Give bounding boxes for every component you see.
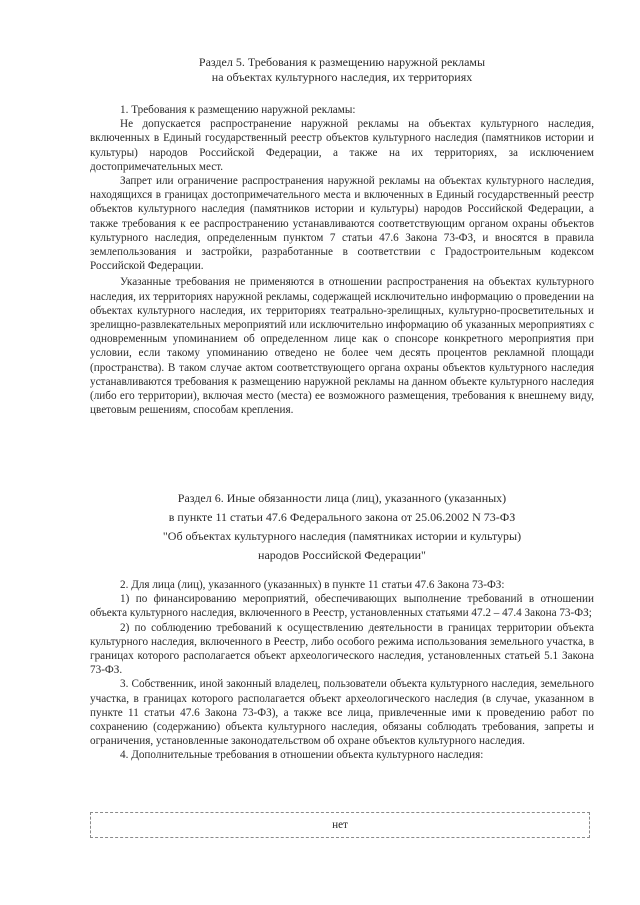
section6-title-line4: народов Российской Федерации"	[258, 548, 426, 562]
section6-title-line2: в пункте 11 статьи 47.6 Федерального закона от 25.06.2002 N 73-ФЗ	[168, 510, 516, 524]
section5-paragraph-2: Запрет или ограничение распространения наружной рекламы на объектах культурного наследия, находящихся в границах достопримечательного места и включенных в Единый государственный реестр объектов культурного наследия (памятников истории и культуры) народов Российской Федерации, а также требования к ее распространению устанавливаются соответствующим органом охраны объектов культурного наследия, определенным пунктом 7 статьи 47.6 Закона 73-ФЗ, и вносятся в правила землепользования и застройки, разработанные в соответствии с Градостроительным кодексом Российской Федерации.	[90, 175, 594, 273]
item2: 2. Для лица (лиц), указанного (указанных) в пункте 11 статьи 47.6 Закона 73-ФЗ:	[120, 579, 505, 591]
section6-title	[90, 491, 594, 563]
item4-answer-box	[90, 812, 590, 838]
item3: 3. Собственник, иной законный владелец, пользователи объекта культурного наследия, земельного участка, в границах которого располагается объект археологического наследия (в случае, указанном в пункте 11 статьи 47.6 Закона 73-ФЗ), а также все лица, привлеченные ими к проведению работ по сохранению (содержанию) объекта культурного наследия, обязаны соблюдать требования, запреты и ограничения, установленные законодательством об охране объектов культурного наследия.	[90, 678, 594, 748]
section6-body	[90, 578, 594, 763]
section5-title	[90, 55, 594, 85]
section6-title-line1: Раздел 6. Иные обязанности лица (лиц), указанного (указанных)	[177, 491, 507, 505]
item4: 4. Дополнительные требования в отношении объекта культурного наследия:	[120, 749, 484, 762]
item1-heading: 1. Требования к размещению наружной рекламы:	[120, 104, 356, 116]
section6-title-line3: "Об объектах культурного наследия (памятниках истории и культуры)	[162, 529, 522, 543]
item2-subitem-1: 1) по финансированию мероприятий, обеспечивающих выполнение требований в отношении объекта культурного наследия, включенного в Реестр, установленных статьями 47.2 – 47.4 Закона 73-ФЗ;	[90, 593, 594, 620]
item4-answer: нет	[332, 819, 348, 831]
section5-body	[90, 103, 594, 417]
item2-subitem-2: 2) по соблюдению требований к осуществлению деятельности в границах территории объекта культурного наследия, включенного в Реестр, либо особого режима использования земельного участка, в границах которого располагается объект археологического наследия, установленных статьей 5.1 Закона 73-ФЗ.	[90, 621, 594, 677]
section5-title-line2: на объектах культурного наследия, их территориях	[211, 70, 473, 84]
section5-paragraph-3: Указанные требования не применяются в отношении распространения на объектах культурного наследия, их территориях наружной рекламы, содержащей исключительно информацию о проведении на объектах культурного наследия, их территориях театрально-зрелищных, культурно-просветительных и зрелищно-развлекательных мероприятий или исключительно информацию об указанных мероприятиях с одновременным упоминанием об определенном лице как о спонсоре конкретного мероприятия при условии, если такому упоминанию отведено не более чем десять процентов рекламной площади (пространства). В таком случае актом соответствующего органа охраны объектов культурного наследия устанавливаются требования к размещению наружной рекламы на данном объекте культурного наследия (либо его территории), включая место (места) ее возможного размещения, требования к внешнему виду, цветовым решениям, способам крепления.	[90, 276, 594, 417]
section5-title-line1: Раздел 5. Требования к размещению наружной рекламы	[198, 55, 486, 69]
section5-paragraph-1: Не допускается распространение наружной рекламы на объектах культурного наследия, включенных в Единый государственный реестр объектов культурного наследия (памятников истории и культуры) народов Российской Федерации, а также на их территориях, за исключением достопримечательных мест.	[90, 118, 594, 173]
